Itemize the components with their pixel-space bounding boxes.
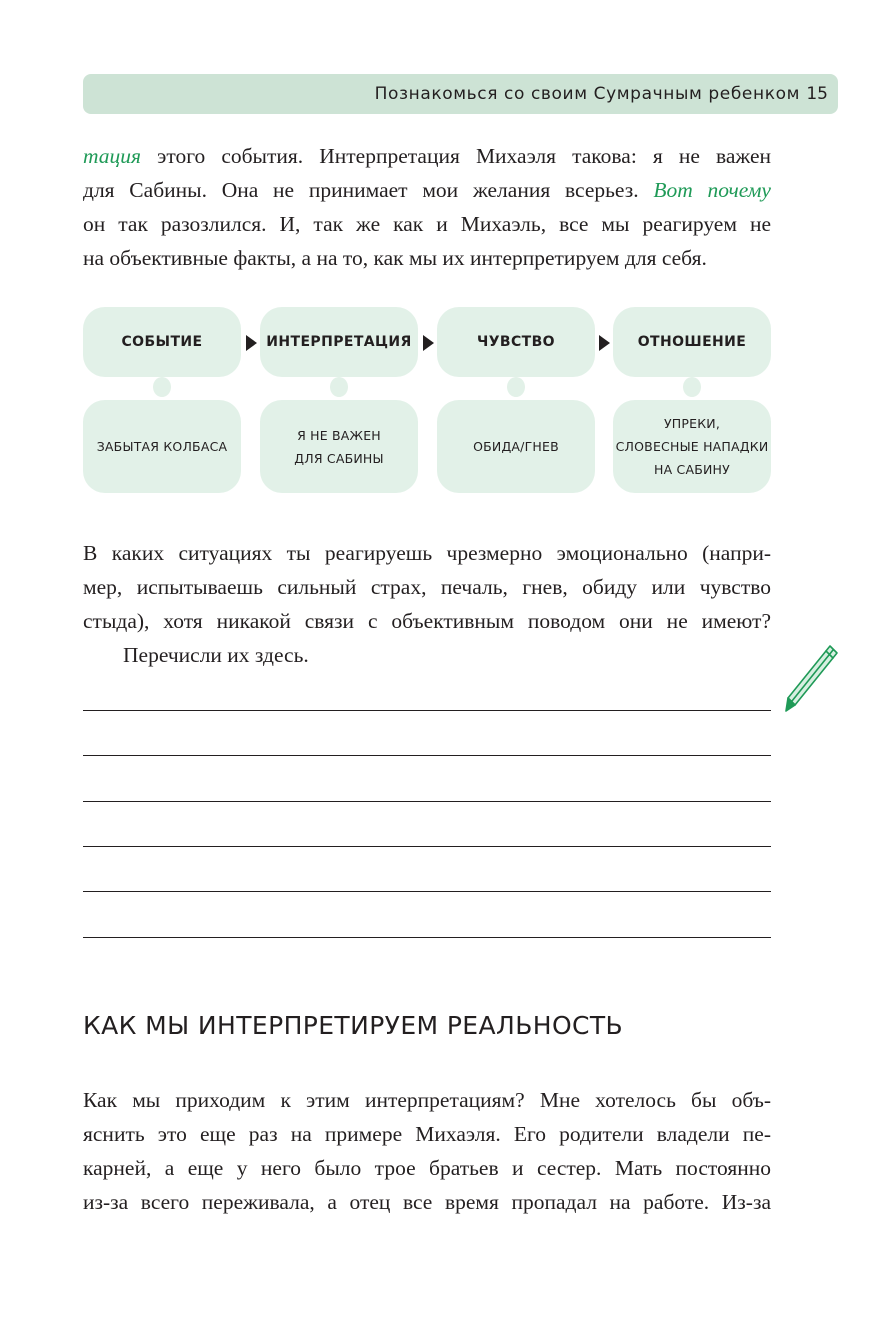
diagram-example-feeling: ОБИДА/ГНЕВ [437,400,595,493]
answer-line[interactable] [83,937,771,938]
answer-line[interactable] [83,710,771,711]
paragraph-line: на объективные факты, а на то, как мы их интерпретируем для себя. [83,246,707,270]
paragraph-line: яснить это еще раз на примере Михаэля. Его родители владели пе- [83,1122,771,1146]
interpretation-diagram [83,307,771,497]
body-paragraph [83,1083,771,1219]
page-number: 15 [806,84,828,104]
answer-line[interactable] [83,846,771,847]
highlighted-phrase: Вот почему [653,178,771,202]
pencil-icon [782,643,842,715]
paragraph-line: В каких ситуациях ты реагируешь чрезмерно эмоционально (напри- [83,541,771,565]
paragraph-line: карней, а еще у него было трое братьев и сестер. Мать постоянно [83,1156,771,1180]
answer-line[interactable] [83,801,771,802]
connector-dot [683,377,701,397]
flow-arrow-icon [423,335,434,351]
flow-arrow-icon [246,335,257,351]
highlighted-term: тация [83,144,142,168]
diagram-header-event: СОБЫТИЕ [83,307,241,377]
paragraph-line: мер, испытываешь сильный страх, печаль, гнев, обиду или чувство [83,575,771,599]
diagram-example-interpretation: Я НЕ ВАЖЕН ДЛЯ САБИНЫ [260,400,418,493]
question-paragraph [83,536,771,672]
paragraph-line: для Сабины. Она не принимает мои желания всерьез. Вот почему [83,178,771,202]
paragraph-line: он так разозлился. И, так же как и Михаэль, все мы реагируем не [83,212,771,236]
intro-paragraph [83,139,771,275]
paragraph-line: Как мы приходим к этим интерпретациям? Мне хотелось бы объ- [83,1088,771,1112]
connector-dot [507,377,525,397]
flow-arrow-icon [599,335,610,351]
paragraph-line: Перечисли их здесь. [123,643,309,667]
diagram-header-attitude: ОТНОШЕНИЕ [613,307,771,377]
diagram-example-attitude: УПРЕКИ, СЛОВЕСНЫЕ НАПАДКИ НА САБИНУ [613,400,771,493]
answer-line[interactable] [83,755,771,756]
answer-line[interactable] [83,891,771,892]
diagram-example-event: ЗАБЫТАЯ КОЛБАСА [83,400,241,493]
diagram-header-interpretation: ИНТЕРПРЕТАЦИЯ [260,307,418,377]
connector-dot [153,377,171,397]
section-heading: КАК МЫ ИНТЕРПРЕТИРУЕМ РЕАЛЬНОСТЬ [83,1011,624,1040]
paragraph-line: тация этого события. Интерпретация Михаэля такова: я не важен [83,144,771,168]
diagram-header-feeling: ЧУВСТВО [437,307,595,377]
paragraph-line: стыда), хотя никакой связи с объективным поводом они не имеют? [83,609,771,633]
paragraph-line: из-за всего переживала, а отец все время пропадал на работе. Из-за [83,1190,771,1214]
connector-dot [330,377,348,397]
running-header [83,74,838,114]
header-title: Познакомься со своим Сумрачным ребенком [374,84,800,104]
